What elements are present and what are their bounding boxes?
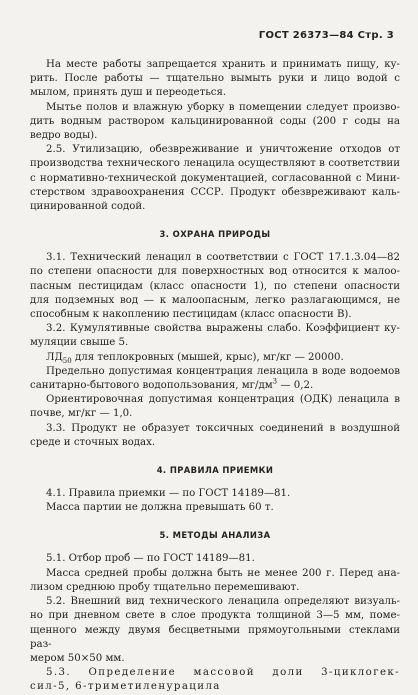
text-line: ведро воды). — [30, 130, 98, 142]
text-line: мером 50×50 мм. — [30, 652, 125, 664]
text-line: стерством здравоохранения СССР. Продукт обезвреживают каль- — [30, 186, 400, 198]
pdk-line — [30, 379, 400, 393]
text-line: муляции свыше 5. — [30, 337, 129, 349]
text-line: 5.3. Определение массовой доли 3-циклогек- — [46, 667, 400, 679]
section-heading-4: 4. ПРАВИЛА ПРИЕМКИ — [156, 465, 274, 476]
ld-subscript: 50 — [62, 356, 72, 365]
text-line: Масса партии не должна превышать 60 т. — [46, 502, 274, 514]
text-line: 3.2. Кумулятивные свойства выражены слабо. Коэффициент ку- — [46, 323, 400, 335]
section-heading-3: 3. ОХРАНА ПРИРОДЫ — [159, 229, 271, 240]
text-line: Масса средней пробы должна быть не менее 200 г. Перед ана- — [46, 567, 400, 579]
text-line: среде и сточных водах. — [30, 436, 156, 448]
text-line: производства технического ленацила осуществляют в соответствии — [30, 158, 400, 170]
pdk-superscript: 3 — [272, 377, 278, 386]
ld-text: для теплокровных (мышей, крыс), мг/кг — 20000. — [71, 351, 344, 363]
text-line: способным к накоплению пестицидам (класс опасности В). — [30, 309, 352, 321]
text-line: 4.1. Правила приемки — по ГОСТ 14189—81. — [46, 488, 291, 500]
text-line: мылом, принять душ и переодеться. — [30, 87, 227, 99]
text-line: с нормативно-технической документацией, согласованной с Мини- — [30, 172, 400, 184]
text-line: но при дневном свете в слое продукта толщиной 3—5 мм, поме- — [30, 610, 400, 622]
text-line: рить. После работы — тщательно вымыть руки и лицо водой с — [30, 73, 400, 85]
page-header: ГОСТ 26373—84 Стр. 3 — [258, 30, 394, 41]
text-line: лизом среднюю пробу тщательно перемешивают. — [30, 581, 300, 593]
text-line: дить водным раствором кальцинированной соды (200 г соды на — [30, 115, 400, 127]
ld-label: ЛД — [46, 351, 63, 363]
ld50-line — [30, 351, 400, 365]
text-line: Мытье полов и влажную уборку в помещении следует произво- — [46, 101, 400, 113]
text-line: для подземных вод — к малоопасным, легко разлагающимся, не — [30, 294, 400, 306]
text-line: пасным пестицидам (класс опасности 1), по степени опасности — [30, 280, 400, 292]
document-body — [30, 58, 400, 695]
text-line: 3.1. Технический ленацил в соответствии с ГОСТ 17.1.3.04—82 — [46, 252, 400, 264]
text-line: 2.5. Утилизацию, обезвреживание и уничтожение отходов от — [46, 144, 400, 156]
text-line: щенного между двумя бесцветными прямоугольными стеклами раз- — [30, 624, 400, 650]
text-line: 5.1. Отбор проб — по ГОСТ 14189—81. — [46, 553, 255, 565]
text-line: 3.3. Продукт не образует токсичных соединений в воздушной — [46, 422, 400, 434]
section-heading-5: 5. МЕТОДЫ АНАЛИЗА — [159, 530, 271, 541]
pdk-text: санитарно-бытового водопользования, мг/дм — [30, 380, 273, 392]
text-line: 5.2. Внешний вид технического ленацила определяют визуаль- — [46, 596, 400, 608]
text-line: Предельно допустимая концентрация ленацила в воде водоемов — [46, 365, 400, 377]
text-line: цинированной содой. — [30, 201, 146, 213]
text-line: сил-5, 6-триметиленурацила — [30, 681, 221, 693]
text-line: На месте работы запрещается хранить и принимать пищу, ку- — [46, 59, 400, 70]
pdk-value: — 0,2. — [277, 380, 314, 392]
text-line: по степени опасности для поверхностных вод относится к малоо- — [30, 266, 400, 278]
text-line: почве, мг/кг — 1,0. — [30, 408, 133, 420]
text-line: Ориентировочная допустимая концентрация (ОДК) ленацила в — [46, 394, 400, 406]
